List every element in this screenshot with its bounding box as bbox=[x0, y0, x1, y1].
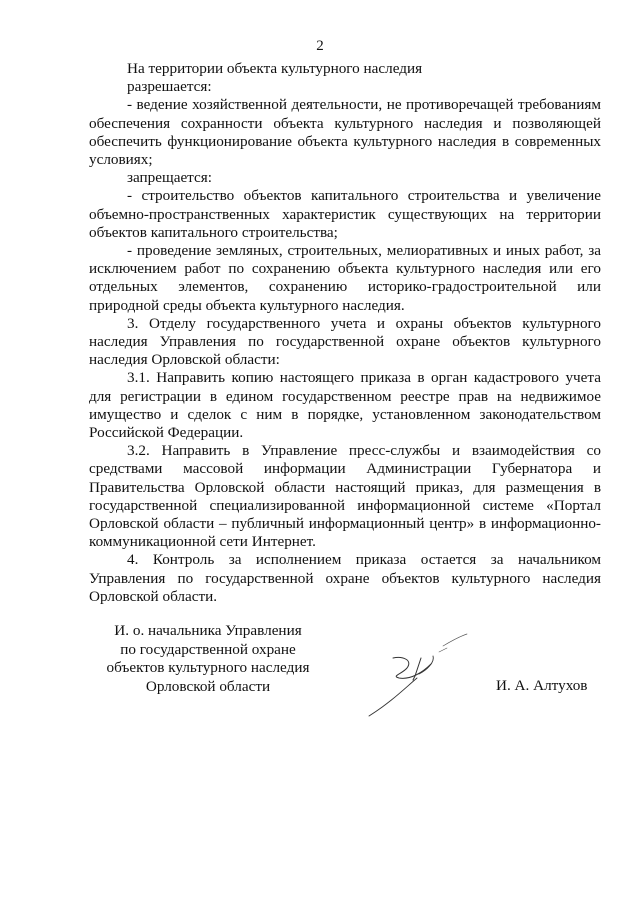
signatory-title-line: Орловской области bbox=[145, 677, 271, 695]
signatory-title-line: объектов культурного наследия bbox=[106, 659, 310, 676]
paragraph-prohibited-item-1: - строительство объектов капитального строительства и увеличение объемно-пространственных характеристик существующих на территории объектов капитального строительства; bbox=[89, 187, 601, 241]
paragraph-allowed-heading: разрешается: bbox=[127, 78, 212, 96]
signatory-title-line: по государственной охране bbox=[120, 640, 296, 658]
paragraph-item-4: 4. Контроль за исполнением приказа остается за начальником Управления по государственной охране объектов культурного наследия Орловской области. bbox=[89, 551, 601, 605]
document-body bbox=[89, 60, 601, 606]
paragraph-item-3-2: 3.2. Направить в Управление пресс-службы и взаимодействия со средствами массовой информации Администрации Губернатора и Правительства Орловской области настоящий приказ, для размещения в государственной специализированной информационной системе «Портал Орловской области – публичный информационный центр» в информационно-коммуникационной сети Интернет. bbox=[89, 442, 601, 551]
paragraph-prohibited-item-2: - проведение земляных, строительных, мелиоративных и иных работ, за исключением работ по сохранению объекта культурного наследия или его отдельных элементов, сохранению историко-градостроительной или природной среды объекта культурного наследия. bbox=[89, 242, 601, 314]
paragraph-item-3-1: 3.1. Направить копию настоящего приказа в орган кадастрового учета для регистрации в едином государственном реестре прав на недвижимое имущество и сделок с ним в порядке, установленном законодательством Российской Федерации. bbox=[89, 369, 601, 442]
signatory-title bbox=[100, 622, 316, 696]
paragraph-allowed-item: - ведение хозяйственной деятельности, не противоречащей требованиям обеспечения сохранности объекта культурного наследия и позволяющей обеспечить функционирование объекта культурного наследия в современных условиях; bbox=[89, 96, 601, 169]
signatory-name: И. А. Алтухов bbox=[496, 677, 588, 694]
signatory-title-line: И. о. начальника Управления bbox=[114, 622, 302, 639]
handwritten-signature bbox=[355, 628, 470, 723]
page-number: 2 bbox=[316, 38, 324, 54]
paragraph-item-3: 3. Отделу государственного учета и охраны объектов культурного наследия Управления по государственной охране объектов культурного наследия Орловской области: bbox=[89, 314, 601, 369]
paragraph-prohibited-heading: запрещается: bbox=[127, 169, 212, 187]
paragraph-territory-intro: На территории объекта культурного наследия bbox=[127, 60, 423, 77]
